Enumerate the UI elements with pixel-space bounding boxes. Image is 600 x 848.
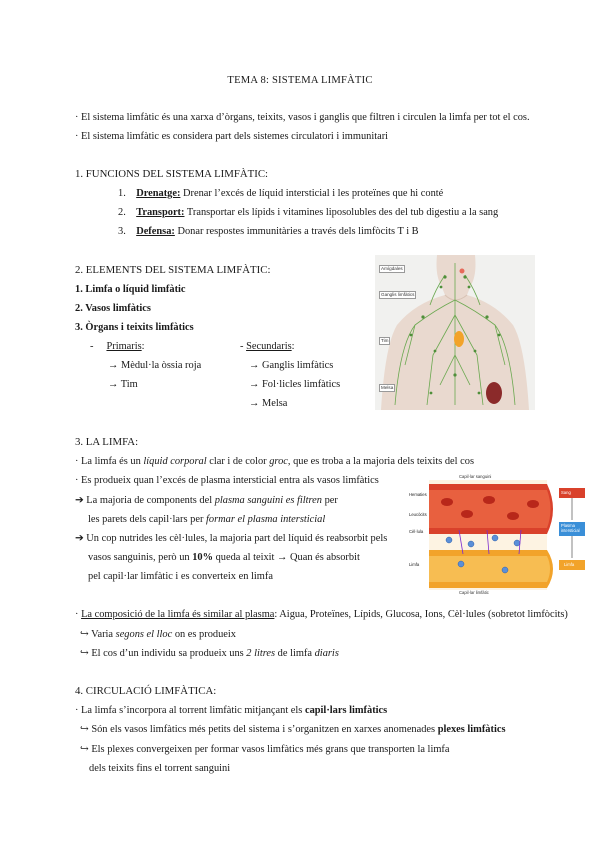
text: queda al teixit → Quan és absorbit xyxy=(212,552,360,563)
text-underline: La composició de la limfa és similar al plasma xyxy=(81,609,275,620)
section-2-heading: 2. ELEMENTS DEL SISTEMA LIMFÀTIC: xyxy=(75,264,271,276)
text: clar i de color xyxy=(206,456,270,467)
lymph-line-5: ➔ Un cop nutrides les cèl·lules, la majoria part del líquid és reabsorbit pels xyxy=(75,533,388,544)
label-hematies: Hematies xyxy=(409,492,427,497)
text: · La limfa s’incorpora al torrent limfàtic mitjançant els xyxy=(75,705,305,716)
text-bold: 10% xyxy=(192,552,213,563)
lymph-line-2: · Es produeix quan l’excés de plasma intersticial entra als vasos limfàtics xyxy=(75,475,379,486)
text-italic: plasma sanguini es filtren xyxy=(214,495,322,506)
text-italic: formar el plasma intersticial xyxy=(206,514,326,525)
text: Els plexes convergeixen per formar vasos limfàtics més grans que transporten la limfa xyxy=(91,744,450,755)
tonsils-shape xyxy=(460,269,465,274)
function-item-3 xyxy=(118,225,419,238)
function-text: Transportar els lípids i vitamines liposolubles des del tub digestiu a la sang xyxy=(184,207,499,218)
lymph-line-6 xyxy=(88,551,360,564)
label-sang: Sang xyxy=(561,490,571,495)
label-leucocits: Leucòcits xyxy=(409,512,427,517)
primaris-item-2: → Tim xyxy=(108,379,138,390)
text-italic: segons el lloc xyxy=(115,629,173,640)
secundaris-item-1: → Ganglis limfàtics xyxy=(249,360,334,371)
text-italic: líquid corporal xyxy=(143,456,207,467)
lymph-line-3 xyxy=(75,494,338,507)
text-italic: groc xyxy=(269,456,288,467)
function-item-1 xyxy=(118,187,443,200)
text: Són els vasos limfàtics més petits del sistema i s’organitzen en xarxes anomenades xyxy=(91,724,438,735)
secundaris-item-3: → Melsa xyxy=(249,398,288,409)
figure-label-tim: Tim xyxy=(381,338,389,343)
secundaris-label: Secundaris xyxy=(246,341,292,352)
function-term: Defensa: xyxy=(136,226,175,237)
spleen-shape xyxy=(486,382,502,404)
intro-line-1: · El sistema limfàtic és una xarxa d’òrgans, teixits, vasos i ganglis que filtren i circulen la limfa per tot el cos. xyxy=(75,112,530,123)
text-bold: capil·lars limfàtics xyxy=(304,705,388,716)
section-3-heading: 3. LA LIMFA: xyxy=(75,436,139,448)
element-item-3: 3. Òrgans i teixits limfàtics xyxy=(75,322,194,333)
label-cellula: Cèl·lula xyxy=(409,529,424,534)
text: on es produeix xyxy=(172,629,236,640)
label-blood-capillary: Capil·lar sanguini xyxy=(459,474,492,479)
function-term: Drenatge: xyxy=(136,188,181,199)
circulation-line-1 xyxy=(75,704,387,717)
text: El cos d’un individu sa produeix uns xyxy=(91,648,247,659)
primaris-heading: - Primaris: xyxy=(90,341,145,352)
lymphatic-system-figure xyxy=(375,255,535,410)
text: vasos sanguinis, però un xyxy=(88,552,193,563)
label-limfa-left: Limfa xyxy=(409,562,420,567)
lymph-composition: · La composició de la limfa és similar al plasma: Aigua, Proteïnes, Lípids, Glucosa, Ions, Cèl·lules (sobretot limfòcits) xyxy=(75,609,568,620)
primaris-label: Primaris xyxy=(106,341,142,352)
text-bold: plexes limfàtics xyxy=(437,724,506,735)
function-num: 2. xyxy=(118,207,126,218)
element-item-1: 1. Limfa o líquid limfàtic xyxy=(75,284,186,295)
function-item-2 xyxy=(118,206,498,219)
circulation-line-4: dels teixits fins el torrent sanguini xyxy=(89,763,231,774)
lymph-line-1 xyxy=(75,455,474,468)
text: per xyxy=(321,495,338,506)
section-4-heading: 4. CIRCULACIÓ LIMFÀTICA: xyxy=(75,685,217,697)
intro-line-2: · El sistema limfàtic es considera part dels sistemes circulatori i immunitari xyxy=(75,131,389,142)
circulation-line-3: ↪ Els plexes convergeixen per formar vasos limfàtics més grans que transporten la limfa xyxy=(80,744,450,755)
body-illustration xyxy=(375,255,535,410)
label-lymph-capillary: Capil·lar limfàtic xyxy=(459,590,489,595)
figure-label-ganglis: Ganglis limfàtics xyxy=(381,292,415,297)
lymph-varies: ↪ Varia segons el lloc on es produeix xyxy=(80,629,236,640)
primaris-item-1: → Mèdul·la òssia roja xyxy=(108,360,202,371)
text: , que es troba a la majoria dels teixits del cos xyxy=(287,456,474,467)
text: de limfa xyxy=(275,648,315,659)
text: ➔ La majoria de components del xyxy=(75,495,215,506)
text-italic: diaris xyxy=(314,648,339,659)
function-num: 1. xyxy=(118,188,126,199)
function-text: Drenar l’excés de líquid intersticial i les proteïnes que hi conté xyxy=(180,188,444,199)
figure-label-amigdales: Amígdales xyxy=(381,266,403,271)
label-plasma: Plasma intersticial xyxy=(561,523,580,533)
capillary-figure xyxy=(409,474,591,596)
function-num: 3. xyxy=(118,226,126,237)
secundaris-heading: - Secundaris: xyxy=(240,341,295,352)
function-term: Transport: xyxy=(136,207,185,218)
lymph-line-4 xyxy=(88,513,325,526)
circulation-line-2: ↪ Són els vasos limfàtics més petits del sistema i s’organitzen en xarxes anomenades plexes limfàtics xyxy=(80,724,506,735)
secundaris-item-2: → Fol·licles limfàtics xyxy=(249,379,341,390)
label-limfa-right: Limfa xyxy=(564,562,575,567)
lymph-line-7: pel capil·lar limfàtic i es converteix en limfa xyxy=(88,571,273,582)
figure-label-melsa: Melsa xyxy=(381,385,394,390)
page-title: TEMA 8: SISTEMA LIMFÀTIC xyxy=(227,75,373,86)
element-item-2: 2. Vasos limfàtics xyxy=(75,303,151,314)
thymus-shape xyxy=(454,331,464,347)
text-italic: 2 litres xyxy=(246,648,276,659)
text: les parets dels capil·lars per xyxy=(88,514,207,525)
function-text: Donar respostes immunitàries a través dels limfòcits T i B xyxy=(174,226,419,237)
lymph-volume: ↪ El cos d’un individu sa produeix uns 2 litres de limfa diaris xyxy=(80,648,339,659)
text: · La limfa és un xyxy=(75,456,144,467)
text: : Aigua, Proteïnes, Lípids, Glucosa, Ions, Cèl·lules (sobretot limfòcits) xyxy=(274,609,568,620)
section-1-heading: 1. FUNCIONS DEL SISTEMA LIMFÀTIC: xyxy=(75,168,269,180)
text: Varia xyxy=(91,629,116,640)
